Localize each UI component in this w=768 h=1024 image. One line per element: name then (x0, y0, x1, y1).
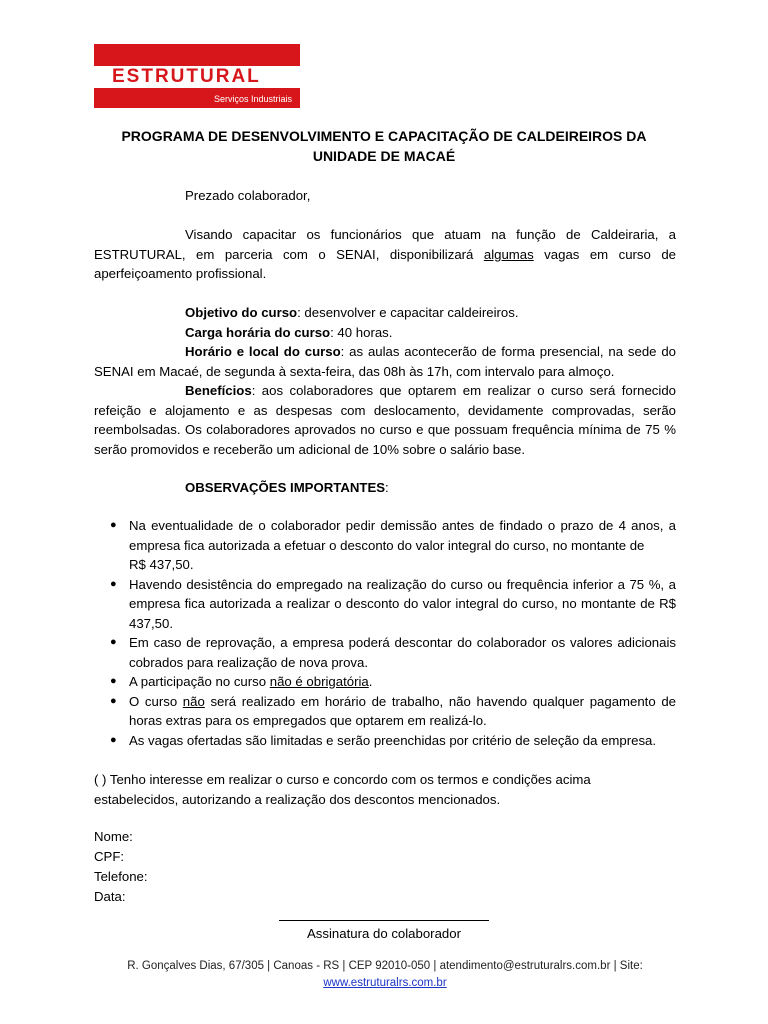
greeting: Prezado colaborador, (185, 188, 311, 203)
item-5-underlined: não (182, 693, 205, 709)
signature-line (279, 920, 489, 921)
observacoes-colon: : (385, 480, 389, 495)
signature-label: Assinatura do colaborador (307, 926, 461, 941)
carga-text: : 40 horas. (330, 324, 393, 340)
item-1-amount: R$ 437,50. (129, 557, 194, 572)
cpf-field-label: CPF: (94, 849, 125, 864)
item-4-underlined: não é obrigatória (269, 674, 369, 689)
observacoes-heading-block (94, 478, 676, 498)
logo-subtitle: Serviços Industriais (213, 94, 292, 104)
telefone-field-label: Telefone: (94, 869, 148, 884)
objetivo-label: Objetivo do curso (185, 305, 298, 320)
company-logo (94, 44, 300, 108)
nome-field-label: Nome: (94, 829, 133, 844)
horario-label: Horário e local do curso (185, 344, 341, 359)
list-item (94, 731, 676, 751)
objetivo-text: : desenvolver e capacitar caldeireiros. (297, 305, 519, 320)
consent-paragraph (94, 770, 676, 809)
item-3-text: Em caso de reprovação, a empresa poderá descontar do colaborador os valores adicionais cobrados para realização de nova prova. (129, 635, 676, 670)
course-details (94, 303, 676, 459)
item-5-text-a: O curso (129, 693, 183, 709)
item-2-text: Havendo desistência do empregado na realização do curso ou frequência inferior a 75 %, a empresa fica autorizada a realizar o desconto do valor integral do curso, no montante de R$ 437,50. (129, 576, 676, 631)
item-4-text-b: . (368, 674, 373, 689)
title-line-1: PROGRAMA DE DESENVOLVIMENTO E CAPACITAÇÃO DE CALDEIREIROS DA (121, 128, 647, 144)
list-item (94, 692, 676, 731)
data-field-label: Data: (94, 889, 126, 904)
bullet-icon: ● (110, 519, 117, 531)
footer (94, 958, 676, 992)
intro-text-1: Visando capacitar os funcionários que atuam na função de Caldeiraria, a ESTRUTURAL, em parceria com o SENAI, disponibilizará (94, 227, 676, 262)
horario-line (94, 342, 676, 381)
intro-paragraph (94, 225, 676, 284)
item-5-text-b: será realizado em horário de trabalho, não havendo qualquer pagamento de horas extras para os empregados que optarem em realizá-lo. (129, 693, 676, 728)
beneficios-line (94, 381, 676, 459)
intro-underlined: algumas (483, 246, 534, 262)
item-6-text: As vagas ofertadas são limitadas e serão preenchidas por critério de seleção da empresa. (129, 732, 657, 748)
carga-line (94, 323, 676, 343)
bullet-icon: ● (110, 577, 117, 590)
greeting-block (94, 186, 676, 206)
horario-text: : as aulas acontecerão de forma presencial, na sede do SENAI em Macaé, de segunda à sexta-feira, das 08h às 17h, com intervalo para almoço. (94, 344, 677, 379)
bullet-icon: ● (110, 636, 117, 648)
bullet-icon: ● (110, 675, 117, 687)
bullet-icon: ● (110, 694, 117, 707)
beneficios-text: : aos colaboradores que optarem em realizar o curso será fornecido refeição e alojamento e as despesas com deslocamento, devidamente comprovadas, serão reembolsadas. Os colaboradores aprovados no curso e que possuam frequência mínima de 75 % serão promovidos e receberão um adicional de 10% sobre o salário base. (94, 383, 676, 457)
carga-label: Carga horária do curso (185, 324, 331, 340)
bullet-icon: ● (110, 733, 117, 746)
document-title (100, 126, 668, 166)
item-4-text-a: A participação no curso (129, 674, 270, 689)
list-item (94, 516, 676, 575)
logo-brand-text: ESTRUTURAL (112, 66, 261, 87)
title-line-2: UNIDADE DE MACAÉ (312, 148, 456, 164)
consent-text: ( ) Tenho interesse em realizar o curso e concordo com os termos e condições acima estabelecidos, autorizando a realização dos descontos mencionados. (94, 772, 591, 807)
beneficios-label: Benefícios (185, 383, 252, 398)
footer-site-link[interactable]: www.estruturalrs.com.br (323, 977, 447, 989)
objetivo-line (94, 303, 676, 323)
list-item (94, 672, 676, 692)
item-1-text: Na eventualidade de o colaborador pedir demissão antes de findado o prazo de 4 anos, a empresa fica autorizada a efetuar o desconto do valor integral do curso, no montante de (129, 518, 676, 553)
observacoes-heading: OBSERVAÇÕES IMPORTANTES (185, 480, 386, 495)
intro-text-2: vagas em curso de aperfeiçoamento profissional. (94, 246, 676, 281)
footer-address: R. Gonçalves Dias, 67/305 | Canoas - RS | CEP 92010-050 | atendimento@estruturalrs.com.br | Site: (127, 960, 643, 972)
list-item (94, 575, 676, 634)
observacoes-list (94, 516, 676, 750)
list-item (94, 633, 676, 672)
